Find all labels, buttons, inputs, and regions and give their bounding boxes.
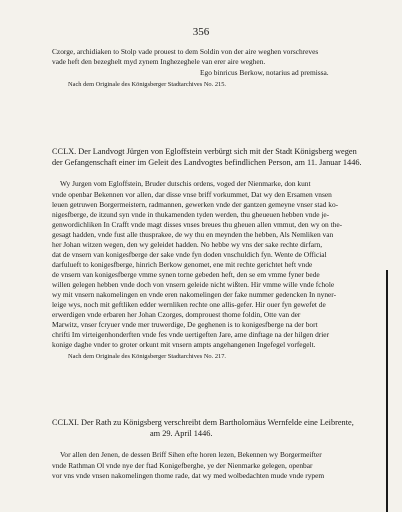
page-number: 356	[192, 26, 210, 38]
doc2-body-line: vnde openbar Bekennen vor allen, dar disse vnse briff vorkummet, Dat wy den Ersamen vnsen	[52, 190, 332, 199]
doc3-heading-line: am 29. April 1446.	[150, 429, 213, 438]
doc2-body-line: leige wys, noch mit geftliken edder wernliken rechte one allis-gefer. Hir ouer fyn gewefet de	[52, 300, 326, 309]
doc2-body-line: leuen getruwen Borgermeistern, radmannen, gewerken vnde der gantzen gemeyne vnser stad ko-	[52, 200, 339, 209]
doc1-line: Czorge, archidiaken to Stolp vade prouest to dem Soldin von der aire weghen vorschreves	[52, 47, 319, 56]
doc3-body-line: vor vns vnde vnsen nakomelingen thome rade, dat wy med wolbedachten mude vnde rypem	[52, 471, 325, 480]
doc2-body-line: gesagt hadden, vnde fust alle thusprakee, de wy thu en meynden the hebben, Als Nemliken van	[52, 230, 334, 239]
doc2-heading-line: CCLX. Der Landvogt Jürgen von Egloffstein verbürgt sich mit der Stadt Königsberg wegen	[52, 147, 357, 156]
doc3-heading-line: CCLXI. Der Rath zu Königsberg verschreibt dem Bartholomäus Wernfelde eine Leibrente,	[52, 418, 354, 427]
doc2-heading-line: der Gefangenschaft einer im Geleit des Landvogtes befindlichen Person, am 11. Januar 1446.	[52, 158, 362, 167]
doc2-body-line: genwordichliken In Crafft vnde magt disses vnses breues thu gheuen allen vmmut, den wy on the-	[52, 220, 343, 229]
doc1-footnote: Nach dem Originale des Königsberger Stadtarchives No. 215.	[68, 81, 227, 88]
doc2-footnote: Nach dem Originale des Königsberger Stadtarchives No. 217.	[68, 353, 227, 360]
doc2-body-line: erwerdigen vnde erbaren her Johan Czorges, domprouest thome foldin, Otte van der	[52, 310, 301, 319]
doc2-body-line: konige daghe vnder to groter orkunt mit vnsern ampts angehangenen Ingefegel vorfegelt.	[52, 340, 316, 349]
doc3-body-line: Vor allen den Jenen, de dessen Briff Sihen efte horen lezen, Bekennen wy Borgermeifter	[60, 450, 322, 459]
page-edge-shadow	[386, 270, 388, 512]
doc2-body-line: de vnsern van konigesfberge vmme synen torne gebeden heft, den se em vmme fyner bede	[52, 270, 320, 279]
doc3-body-line: vnde Rathman Ol vnde nye der ftad Konigefberghe, ye der Nienmarke gelegen, openbar	[52, 461, 313, 470]
doc2-body-line: darfulueft to konigesfberge, hinrich Berkow genomet, ene mit rechte gerichtet heft vnde	[52, 260, 313, 269]
doc2-body-line: chrifti Im virteigenhonderften vnde fes vnde uertigeften Jare, ame dinftage na der hilgen drier	[52, 330, 330, 339]
doc2-body-line: wy mit vnsern nakomelingen en vnde eren nakomelingen der fake nummer gedencken In nyner-	[52, 290, 337, 299]
doc2-body-line: her Johan witzen wegen, den wy geleidet hadden. No hebbe wy vns der sake rechte dirfarn,	[52, 240, 323, 249]
doc1-line: vade heft den bezeghelt myd zynem Inghezeghele van erer aire weghen.	[52, 57, 266, 66]
doc2-body-line: nigesfberge, de itzund syn vnde in thukamenden tyden werden, thu gheueuen hebben vnde je-	[52, 210, 330, 219]
doc2-body-line: Wy Jurgen vom Egloffstein, Bruder dutschis ordens, voged der Nienmarke, don kunt	[60, 179, 311, 188]
doc2-body-line: Marwitz, vnser fcryuer vnde mer truwerdige, De geghenen is to konigesfberge na der bort	[52, 320, 318, 329]
doc1-signature: Ego binricus Berkow, notarius ad premissa.	[200, 68, 329, 77]
doc2-body-line: dat de vnsern van konigesfberge der sake vnde fyn doden vnschuldich fyn. Wente de Official	[52, 250, 327, 259]
doc2-body-line: willen gelegen hebben vnde doch von vnsern geleide nicht wißten. Hir vmme wille vnde fchole	[52, 280, 335, 289]
